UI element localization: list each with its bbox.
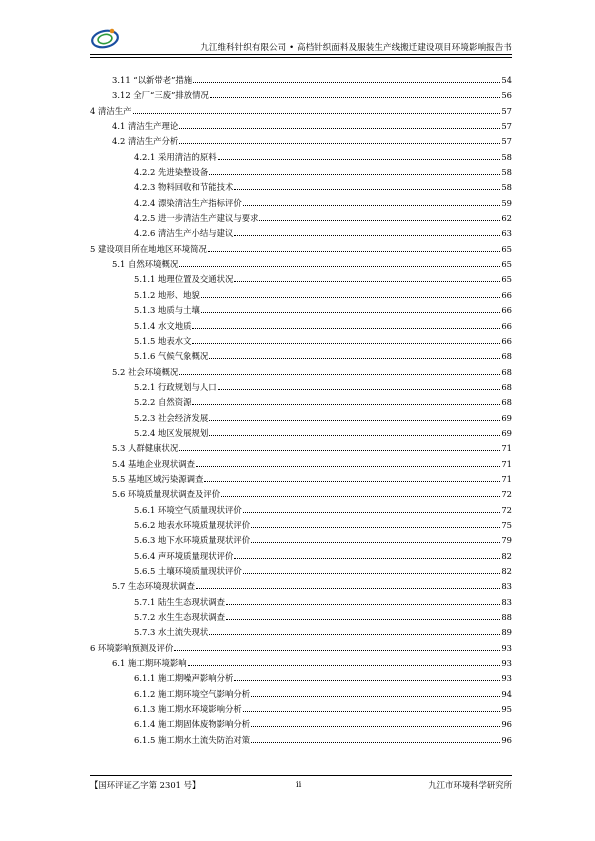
toc-entry[interactable] [90,211,512,226]
dot-leader [209,174,500,175]
toc-entry[interactable] [90,579,512,594]
toc-entry-page: 66 [501,335,512,346]
toc-entry[interactable] [90,457,512,472]
toc-entry-page: 72 [501,504,512,515]
toc-entry-title: 5.2.3 社会经济发展 [134,412,209,423]
toc-entry-page: 68 [501,366,512,377]
toc-entry-title: 4.2.6 清洁生产小结与建议 [134,228,234,239]
toc-entry-title: 5.2.2 自然资源 [134,397,192,408]
dot-leader [209,358,500,359]
header-divider-thin [90,57,512,58]
dot-leader [243,573,501,574]
toc-entry-title: 5.7.3 水土流失现状 [134,627,209,638]
toc-entry[interactable] [90,319,512,334]
dot-leader [179,143,500,144]
toc-entry-title: 4.2.5 进一步清洁生产建议与要求 [134,213,259,224]
dot-leader [179,450,500,451]
dot-leader [251,542,500,543]
document-header-title: 九江维科针织有限公司 • 高档针织面料及服装生产线搬迁建设项目环境影响报告书 [200,43,512,53]
toc-entry-title: 4.1 清洁生产理论 [112,121,179,132]
toc-entry[interactable] [90,165,512,180]
toc-entry[interactable] [90,411,512,426]
dot-leader [234,281,500,282]
dot-leader [179,128,500,129]
toc-entry[interactable] [90,180,512,195]
toc-entry[interactable] [90,625,512,640]
toc-entry[interactable] [90,88,512,103]
table-of-contents [90,73,512,748]
toc-entry-title: 5.1.1 地理位置及交通状况 [134,274,234,285]
dot-leader [234,680,500,681]
toc-entry-title: 6.1.5 施工期水土流失防治对策 [134,734,251,745]
toc-entry[interactable] [90,119,512,134]
footer-divider [90,775,512,776]
toc-entry-title: 3.12 全厂“三废”排放情况 [112,90,209,101]
toc-entry-title: 6 环境影响预测及评价 [90,642,174,653]
toc-entry-title: 4.2.1 采用清洁的原料 [134,151,217,162]
toc-entry[interactable] [90,441,512,456]
toc-entry-page: 68 [501,397,512,408]
toc-entry-page: 69 [501,412,512,423]
toc-entry-page: 65 [501,259,512,270]
toc-entry-page: 93 [501,658,512,669]
dot-leader [196,466,500,467]
toc-entry-title: 5.6.2 地表水环境质量现状评价 [134,519,251,530]
toc-entry-page: 59 [501,197,512,208]
toc-entry[interactable] [90,334,512,349]
toc-entry-page: 66 [501,320,512,331]
toc-entry-title: 5.1.6 气候气象概况 [134,351,209,362]
toc-entry-page: 94 [501,688,512,699]
dot-leader [204,481,500,482]
toc-entry[interactable] [90,518,512,533]
dot-leader [221,496,500,497]
toc-entry[interactable] [90,595,512,610]
institute-name: 九江市环境科学研究所 [428,780,512,790]
toc-entry[interactable] [90,564,512,579]
toc-entry[interactable] [90,472,512,487]
dot-leader [243,205,501,206]
dot-leader [251,742,500,743]
dot-leader [218,389,501,390]
toc-entry[interactable] [90,303,512,318]
toc-entry-page: 96 [501,719,512,730]
toc-entry-page: 65 [501,243,512,254]
dot-leader [218,159,501,160]
toc-entry-title: 5.6.1 环境空气质量现状评价 [134,504,242,515]
header-divider [90,54,512,55]
toc-entry-title: 5.4 基地企业现状调查 [112,458,195,469]
toc-entry-page: 93 [501,642,512,653]
dot-leader [192,404,500,405]
toc-entry[interactable] [90,257,512,272]
toc-entry-title: 5.5 基地区域污染源调查 [112,473,204,484]
toc-entry-title: 6.1 施工期环境影响 [112,658,187,669]
toc-entry-page: 66 [501,289,512,300]
toc-entry-title: 5 建设项目所在地地区环境简况 [90,243,207,254]
toc-entry-title: 5.2 社会环境概况 [112,366,179,377]
toc-entry-page: 56 [501,90,512,101]
toc-entry-page: 57 [501,105,512,116]
dot-leader [251,726,500,727]
toc-entry-page: 82 [501,566,512,576]
toc-entry-title: 5.7.2 水生生态现状调查 [134,612,225,623]
toc-entry-page: 58 [501,182,512,193]
toc-entry-title: 5.6.3 地下水环境质量现状评价 [134,535,251,546]
dot-leader [259,220,500,221]
dot-leader [208,251,500,252]
toc-entry-title: 5.2.4 地区发展规划 [134,427,209,438]
dot-leader [251,527,500,528]
dot-leader [209,420,500,421]
dot-leader [243,711,501,712]
toc-entry[interactable] [90,533,512,548]
toc-entry[interactable] [90,288,512,303]
toc-entry-page: 58 [501,167,512,178]
toc-entry[interactable] [90,671,512,686]
toc-entry-title: 5.2.1 行政规划与人口 [134,381,217,392]
toc-entry-title: 5.1.3 地质与土壤 [134,305,200,316]
toc-entry-page: 95 [501,704,512,715]
toc-entry[interactable] [90,733,512,748]
toc-entry-title: 5.3 人群健康状况 [112,443,179,454]
dot-leader [209,634,500,635]
toc-entry[interactable] [90,196,512,211]
toc-entry[interactable] [90,687,512,702]
page-number: ii [296,779,302,789]
dot-leader [201,297,500,298]
toc-entry[interactable] [90,717,512,732]
dot-leader [193,82,500,83]
toc-entry[interactable] [90,380,512,395]
toc-entry[interactable] [90,134,512,149]
toc-entry[interactable] [90,395,512,410]
toc-entry-title: 6.1.1 施工期噪声影响分析 [134,673,234,684]
dot-leader [133,113,501,114]
toc-entry-title: 3.11 “以新带老”措施 [112,75,193,85]
toc-entry[interactable] [90,610,512,625]
toc-entry-page: 65 [501,274,512,285]
dot-leader [234,189,500,190]
dot-leader [174,650,500,651]
toc-entry-page: 71 [501,473,512,484]
toc-entry-title: 6.1.3 施工期水环境影响分析 [134,704,242,715]
toc-entry[interactable] [90,226,512,241]
dot-leader [234,558,500,559]
toc-entry-page: 71 [501,458,512,469]
dot-leader [188,665,501,666]
toc-entry-page: 63 [501,228,512,239]
toc-entry-title: 6.1.2 施工期环境空气影响分析 [134,688,251,699]
toc-entry-title: 5.6.4 声环境质量现状评价 [134,550,234,561]
toc-entry-page: 96 [501,734,512,745]
toc-entry-page: 58 [501,151,512,162]
toc-entry-page: 71 [501,443,512,454]
toc-entry-page: 83 [501,596,512,607]
dot-leader [192,328,500,329]
toc-entry-page: 54 [501,75,512,85]
certificate-number: 【国环评证乙字第 2301 号】 [90,780,201,790]
toc-entry[interactable] [90,426,512,441]
toc-entry-title: 4.2.3 物料回收和节能技术 [134,182,234,193]
toc-entry-title: 4 清洁生产 [90,105,132,116]
toc-entry-page: 57 [501,136,512,147]
toc-entry-page: 69 [501,427,512,438]
toc-entry-page: 83 [501,581,512,592]
toc-entry[interactable] [90,272,512,287]
toc-entry-title: 6.1.4 施工期固体废物影响分析 [134,719,251,730]
toc-entry-title: 4.2.4 漂染清洁生产指标评价 [134,197,242,208]
toc-entry-page: 57 [501,121,512,132]
toc-entry-title: 5.1.2 地形、地貌 [134,289,200,300]
dot-leader [251,696,500,697]
toc-entry[interactable] [90,487,512,502]
toc-entry-page: 79 [501,535,512,546]
dot-leader [243,512,501,513]
dot-leader [179,374,500,375]
toc-entry[interactable] [90,549,512,564]
toc-entry-title: 5.1 自然环境概况 [112,259,179,270]
dot-leader [209,435,500,436]
toc-entry-page: 68 [501,351,512,362]
toc-entry-title: 5.7.1 陆生生态现状调查 [134,596,225,607]
dot-leader [234,235,500,236]
toc-entry[interactable] [90,702,512,717]
toc-entry-title: 5.1.4 水文地质 [134,320,192,331]
toc-entry-title: 4.2.2 先进染整设备 [134,167,209,178]
toc-entry[interactable] [90,656,512,671]
dot-leader [179,266,500,267]
company-logo-icon [90,25,120,51]
toc-entry[interactable] [90,73,512,88]
toc-entry-page: 93 [501,673,512,684]
toc-entry[interactable] [90,349,512,364]
toc-entry[interactable] [90,150,512,165]
toc-entry-page: 72 [501,489,512,500]
dot-leader [196,588,500,589]
toc-entry-page: 66 [501,305,512,316]
toc-entry-title: 4.2 清洁生产分析 [112,136,179,147]
toc-entry-page: 62 [501,213,512,224]
toc-entry-page: 88 [501,612,512,623]
toc-entry[interactable] [90,641,512,656]
toc-entry-page: 68 [501,381,512,392]
toc-entry[interactable] [90,365,512,380]
toc-entry-title: 5.6 环境质量现状调查及评价 [112,489,221,500]
toc-entry-page: 82 [501,550,512,561]
dot-leader [210,97,500,98]
toc-entry-title: 5.6.5 土壤环境质量现状评价 [134,566,242,576]
toc-entry[interactable] [90,503,512,518]
dot-leader [226,604,500,605]
toc-entry-page: 75 [501,519,512,530]
dot-leader [226,619,500,620]
toc-entry-title: 5.7 生态环境现状调查 [112,581,195,592]
toc-entry-page: 89 [501,627,512,638]
toc-entry-title: 5.1.5 地表水文 [134,335,192,346]
dot-leader [192,343,500,344]
toc-entry[interactable] [90,242,512,257]
dot-leader [201,312,500,313]
toc-entry[interactable] [90,104,512,119]
